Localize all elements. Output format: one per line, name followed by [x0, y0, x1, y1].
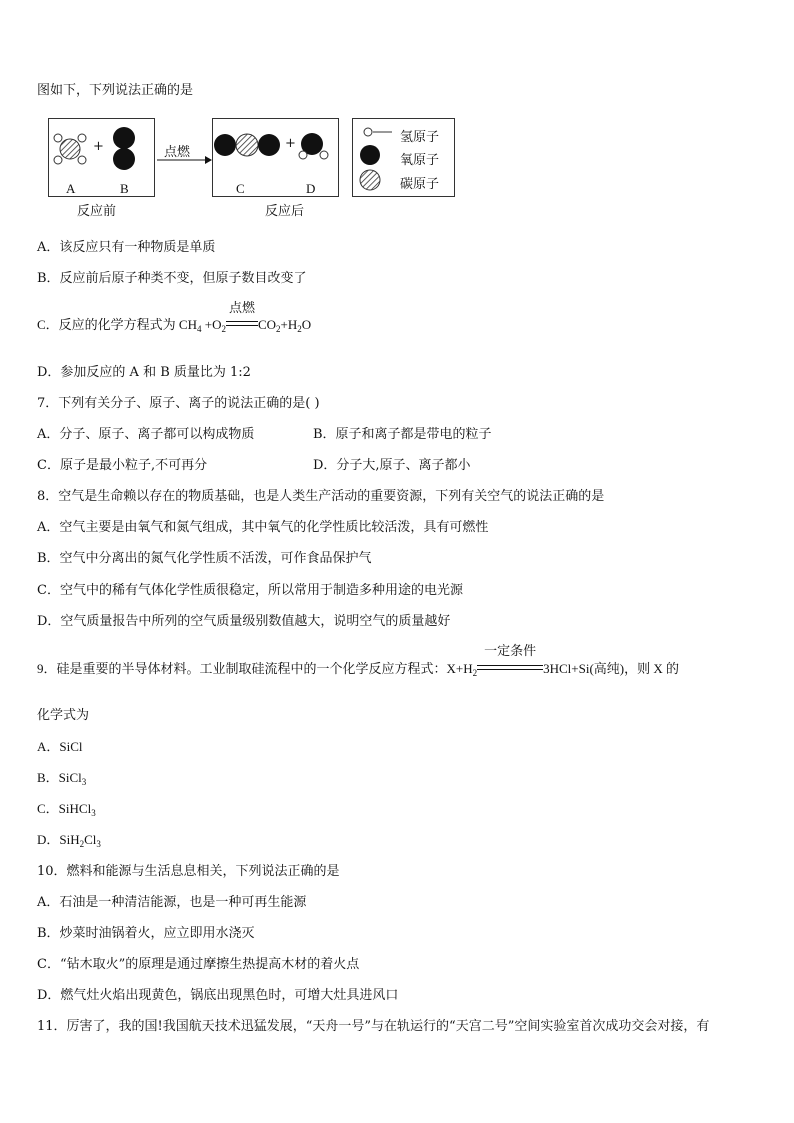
q6-c-rhs3: O [301, 317, 312, 332]
intro-text: 图如下，下列说法正确的是 [37, 83, 194, 98]
q6-c-sub4: 4 [196, 324, 202, 334]
q6-c-lhs1: CH [178, 317, 197, 332]
q9-eq-condition-text: 一定条件 [484, 643, 537, 658]
oxygen-atom-icon [360, 145, 380, 165]
q6-c-rhs1: CO [257, 317, 277, 332]
q8-option-b: B．空气中分离出的氮气化学性质不活泼，可作食品保护气 [37, 551, 372, 566]
q9-stem-prefix: 9．硅是重要的半导体材料。工业制取硅流程中的一个化学反应方程式： [37, 661, 447, 676]
q6-c-condition [226, 300, 258, 329]
q9-c-sub: 3 [91, 808, 96, 818]
after-caption: 反应后 [265, 204, 305, 219]
after-molecules [212, 118, 339, 197]
plus-sign-after: + [285, 136, 296, 151]
label-c: C [236, 181, 245, 196]
q9-eq-rhs: 3HCl+Si(高纯) [543, 661, 625, 676]
q10-option-b: B．炒菜时油锅着火，应立即用水浇灭 [37, 926, 255, 941]
q6-option-c [37, 300, 312, 338]
q8-option-a: A．空气主要是由氧气和氮气组成，其中氧气的化学性质比较活泼，具有可燃性 [37, 520, 489, 535]
label-b: B [120, 181, 129, 196]
q6-c-sub2c: 2 [297, 324, 302, 334]
q9-option-a: A．SiCl [37, 739, 83, 754]
legend-carbon: 碳原子 [400, 177, 440, 192]
q6-c-sub2a: 2 [221, 324, 226, 334]
water-molecule-icon [299, 133, 328, 159]
q10-option-d: D．燃气灶火焰出现黄色，锅底出现黑色时，可增大灶具进风口 [37, 988, 399, 1003]
methane-molecule-icon [54, 134, 86, 164]
q6-c-condition-text: 点燃 [228, 300, 255, 315]
q10-stem: 10．燃料和能源与生活息息相关，下列说法正确的是 [37, 864, 340, 879]
q9-d-sub2: 3 [96, 839, 101, 849]
oxygen-molecule-icon [113, 127, 135, 170]
arrow-icon [155, 154, 213, 166]
q7-option-c: C．原子是最小粒子,不可再分 [37, 458, 208, 473]
q9-option-b [37, 769, 86, 791]
q9-d-sub1: 2 [79, 839, 85, 849]
before-caption: 反应前 [77, 204, 117, 219]
q9-d-pre: D．SiH [37, 832, 80, 847]
q8-option-c: C．空气中的稀有气体化学性质很稳定，所以常用于制造多种用途的电光源 [37, 583, 463, 598]
label-a: A [66, 181, 76, 196]
q7-option-b: B．原子和离子都是带电的粒子 [313, 427, 492, 442]
q6-option-d: D．参加反应的 A 和 B 质量比为 1:2 [37, 365, 251, 380]
q6-option-b: B．反应前后原子种类不变，但原子数目改变了 [37, 271, 307, 286]
q8-stem: 8．空气是生命赖以存在的物质基础，也是人类生产活动的重要资源，下列有关空气的说法正确的是 [37, 489, 605, 504]
arrow-label: 点燃 [164, 145, 191, 160]
q9-stem-suffix: ，则 X 的 [624, 661, 680, 676]
q6-c-prefix: C．反应的化学方程式为 [37, 317, 179, 332]
q6-c-sub2b: 2 [276, 324, 281, 334]
q6-c-rhs2: +H [280, 317, 298, 332]
hydrogen-atom-icon [364, 128, 392, 136]
q7-stem: 7．下列有关分子、原子、离子的说法正确的是( ) [37, 396, 320, 411]
q9-stem-line2: 化学式为 [37, 708, 90, 723]
q10-option-a: A．石油是一种清洁能源，也是一种可再生能源 [37, 895, 307, 910]
before-molecules [48, 118, 155, 197]
q9-option-d [37, 831, 101, 853]
q9-eq-lhs: X+H [446, 661, 473, 676]
legend-hydrogen: 氢原子 [400, 130, 440, 145]
plus-sign-before: + [93, 139, 104, 154]
carbon-atom-icon [360, 170, 380, 190]
q10-option-c: C．“钻木取火”的原理是通过摩擦生热提高木材的着火点 [37, 957, 360, 972]
q7-option-a: A．分子、原子、离子都可以构成物质 [37, 427, 255, 442]
q8-option-d: D．空气质量报告中所列的空气质量级别数值越大，说明空气的质量越好 [37, 614, 451, 629]
q11-stem: 11．厉害了，我的国!我国航天技术迅猛发展，“天舟一号”与在轨运行的“天宫二号”空间实验室首次成功交会对接，有 [37, 1019, 710, 1034]
label-d: D [306, 181, 316, 196]
q6-option-a: A．该反应只有一种物质是单质 [37, 240, 216, 255]
q9-eq-condition [477, 643, 543, 673]
q9-d-mid: Cl [84, 832, 97, 847]
q9-c-pre: C．SiHCl [37, 801, 92, 816]
q6-c-lhs2: +O [201, 317, 222, 332]
legend-oxygen: 氧原子 [400, 153, 440, 168]
q9-b-pre: B．SiCl [37, 770, 82, 785]
q9-option-c [37, 800, 96, 822]
carbon-dioxide-molecule-icon [214, 134, 280, 156]
q9-b-sub: 3 [81, 777, 87, 787]
q9-stem [37, 643, 680, 682]
q7-option-d: D．分子大,原子、离子都小 [313, 458, 471, 473]
q9-eq-sub: 2 [472, 668, 478, 678]
